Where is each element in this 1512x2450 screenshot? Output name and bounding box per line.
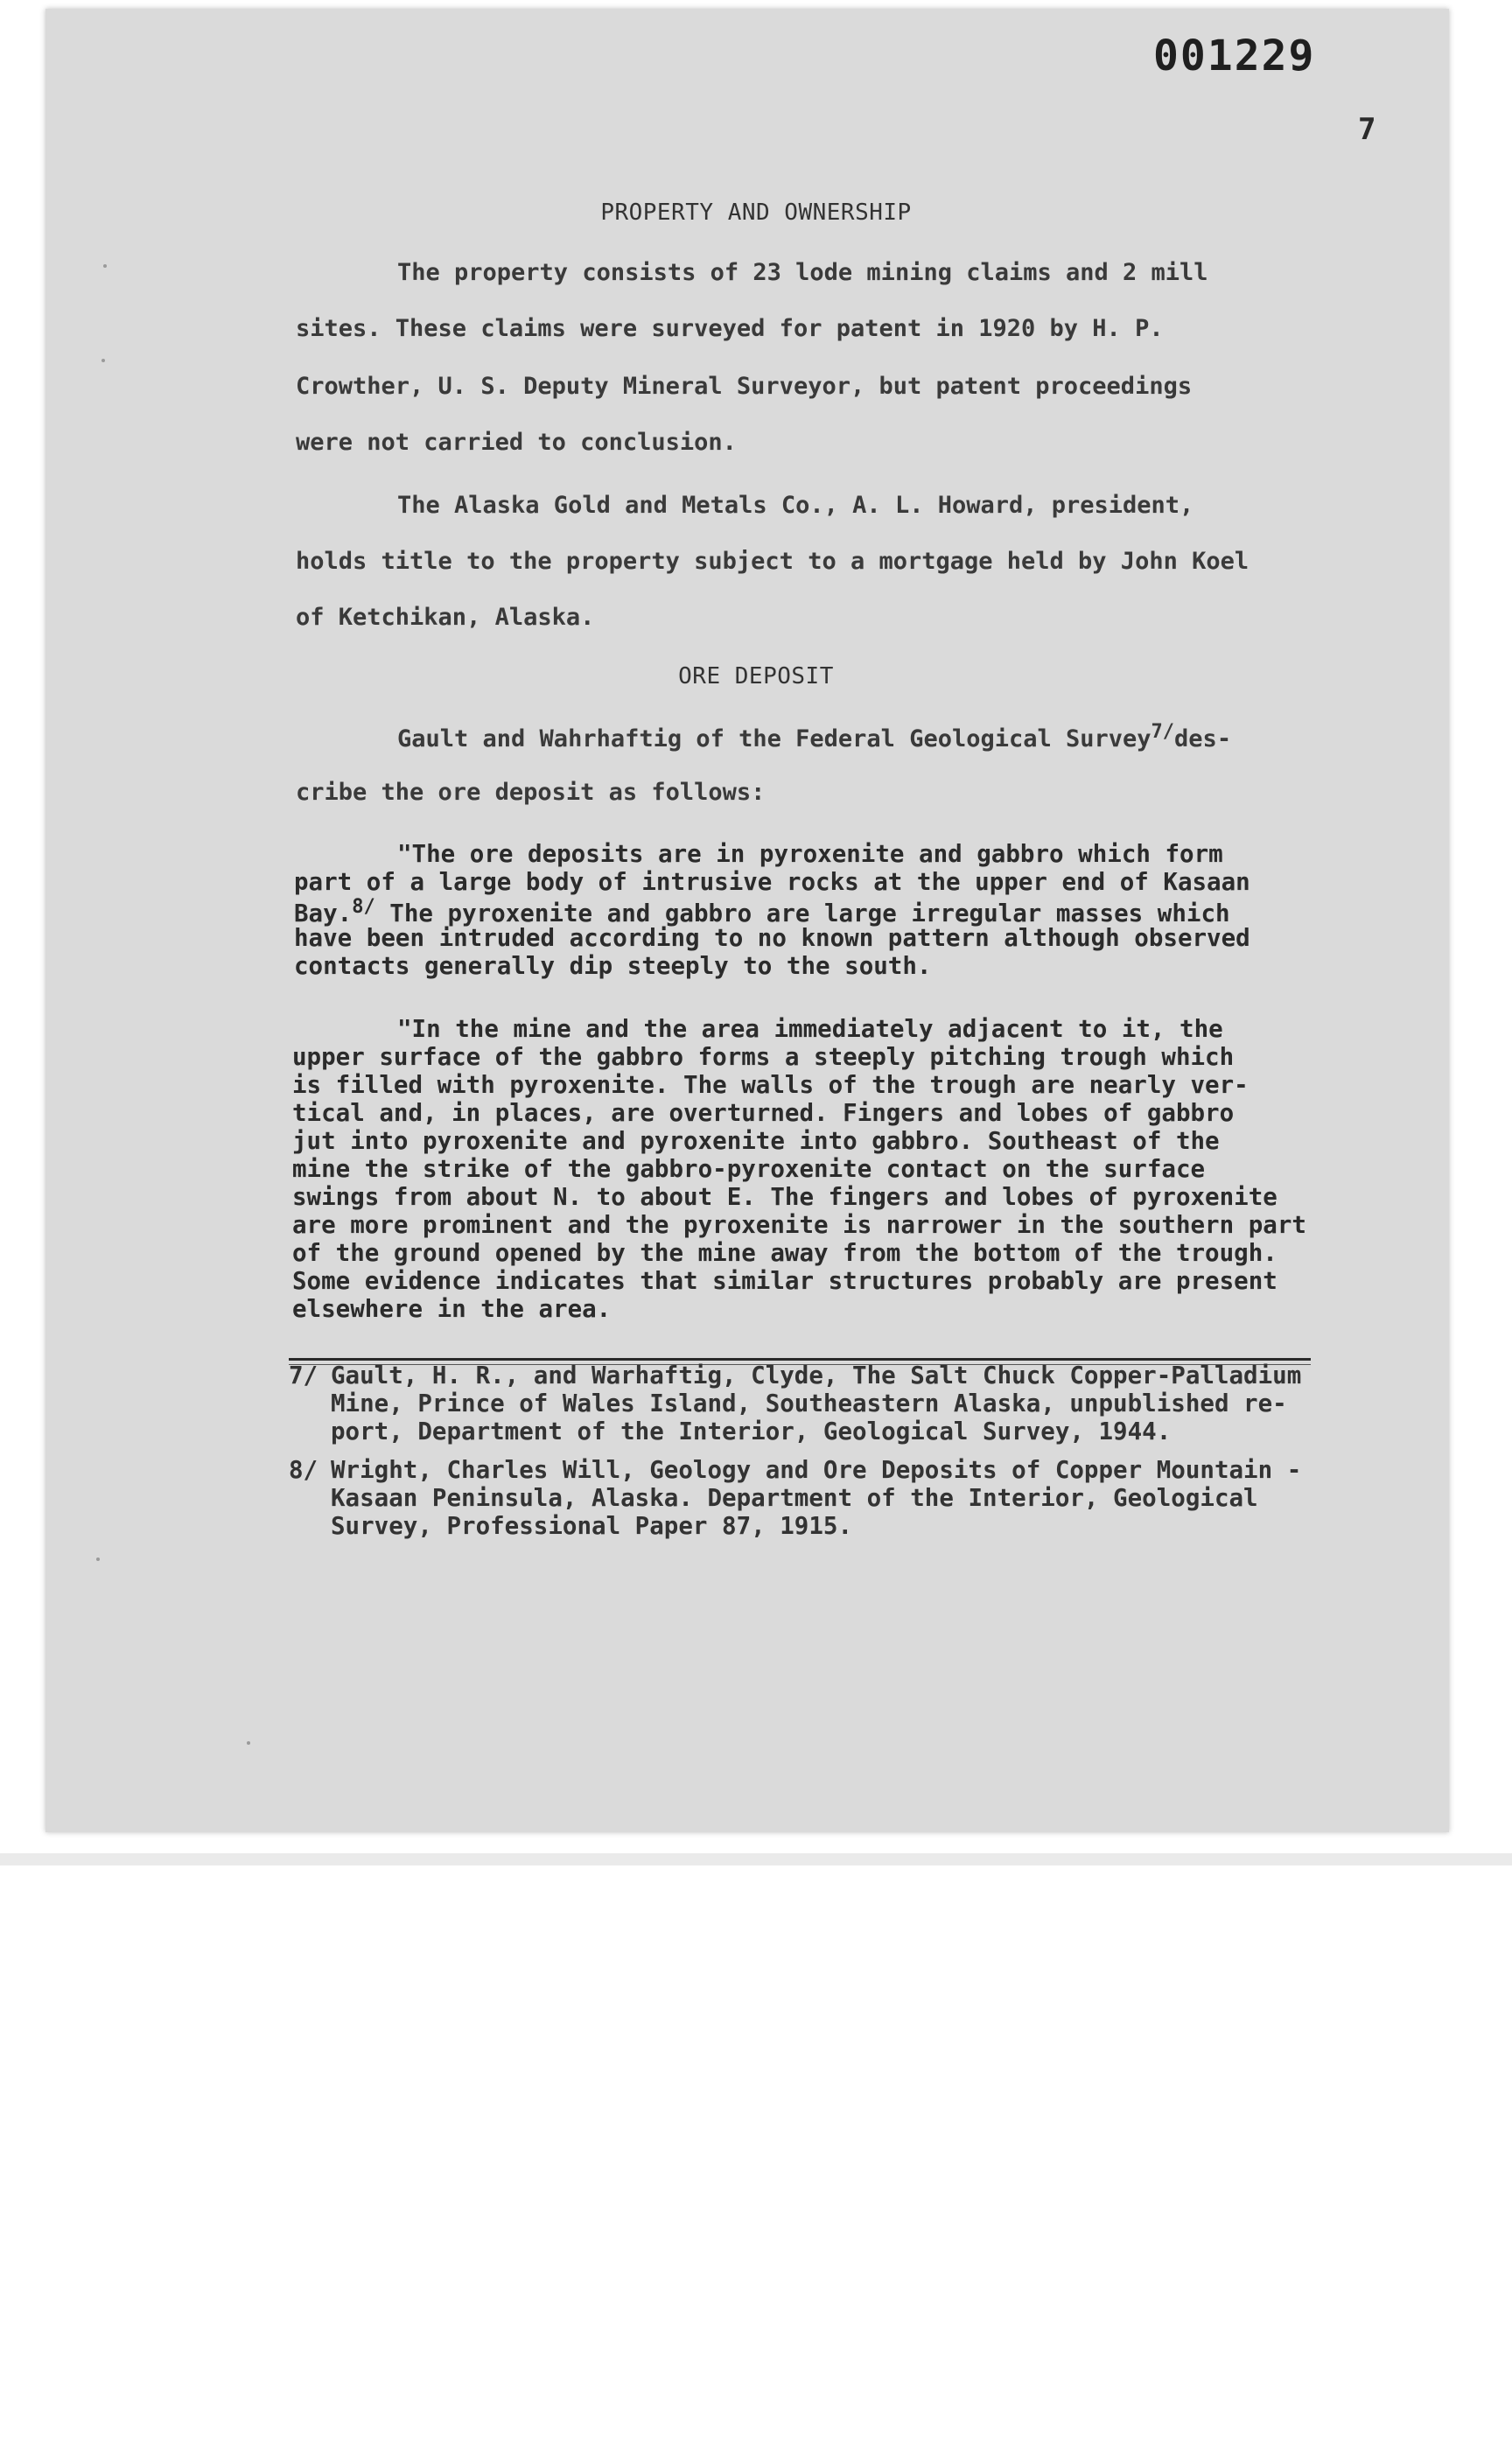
- intro-hyphenated: des-: [1174, 725, 1232, 752]
- quote-line: swings from about N. to about E. The fingers and lobes of pyroxenite: [292, 1183, 1278, 1211]
- paragraph-line: The property consists of 23 lode mining claims and 2 mill: [397, 259, 1208, 286]
- paragraph-line: were not carried to conclusion.: [296, 429, 737, 456]
- quote-line: tical and, in places, are overturned. Fingers and lobes of gabbro: [292, 1099, 1235, 1127]
- quote-line: of the ground opened by the mine away from the bottom of the trough.: [292, 1239, 1278, 1267]
- intro-text: Gault and Wahrhaftig of the Federal Geological Survey: [397, 725, 1152, 752]
- footnote-divider: [289, 1358, 1311, 1361]
- footnote-line: port, Department of the Interior, Geological Survey, 1944.: [331, 1418, 1172, 1446]
- footnote-line: Gault, H. R., and Warhaftig, Clyde, The Salt Chuck Copper-Palladium: [331, 1362, 1302, 1390]
- section-heading-property: PROPERTY AND OWNERSHIP: [600, 200, 912, 226]
- quote-line: "In the mine and the area immediately adjacent to it, the: [397, 1015, 1223, 1043]
- section-heading-ore-deposit: ORE DEPOSIT: [678, 663, 834, 690]
- footnote-marker: 8/: [289, 1456, 318, 1484]
- paragraph-line: [397, 721, 1231, 752]
- footnote-ref-7: 7/: [1151, 721, 1175, 743]
- underlying-page-edge: [0, 1853, 1512, 1866]
- paragraph-line: Crowther, U. S. Deputy Mineral Surveyor, but patent proceedings: [296, 373, 1193, 400]
- quote-line: Bay.$^{8/}$ The pyroxenite and gabbro are large irregular masses which: [294, 896, 1230, 928]
- quote-line: have been intruded according to no known pattern although observed: [294, 924, 1250, 952]
- paragraph-line: holds title to the property subject to a mortgage held by John Koel: [296, 548, 1250, 575]
- footnote-ref-8: 8/: [352, 896, 375, 918]
- paragraph-line: of Ketchikan, Alaska.: [296, 604, 595, 631]
- quote-line: contacts generally dip steeply to the south.: [294, 952, 932, 980]
- paragraph-line: cribe the ore deposit as follows:: [296, 779, 766, 806]
- paragraph-line: sites. These claims were surveyed for patent in 1920 by H. P.: [296, 315, 1164, 342]
- footnote-line: Survey, Professional Paper 87, 1915.: [331, 1512, 853, 1540]
- footnote-line: Wright, Charles Will, Geology and Ore Deposits of Copper Mountain -: [331, 1456, 1302, 1484]
- quote-line: elsewhere in the area.: [292, 1295, 612, 1323]
- quote-line: jut into pyroxenite and pyroxenite into gabbro. Southeast of the: [292, 1127, 1220, 1155]
- footnote-line: Kasaan Peninsula, Alaska. Department of the Interior, Geological: [331, 1484, 1258, 1512]
- footnote-line: Mine, Prince of Wales Island, Southeastern Alaska, unpublished re-: [331, 1390, 1287, 1418]
- quote-line: mine the strike of the gabbro-pyroxenite contact on the surface: [292, 1155, 1206, 1183]
- footnote-marker: 7/: [289, 1362, 318, 1390]
- quote-line: is filled with pyroxenite. The walls of the trough are nearly ver-: [292, 1071, 1249, 1099]
- quote-line: Some evidence indicates that similar structures probably are present: [292, 1267, 1278, 1295]
- document-stamp-number: 001229: [1153, 32, 1316, 80]
- paragraph-line: The Alaska Gold and Metals Co., A. L. Howard, president,: [397, 492, 1194, 519]
- quote-line: part of a large body of intrusive rocks at the upper end of Kasaan: [294, 868, 1250, 896]
- page-number: 7: [1358, 112, 1376, 147]
- quote-line: are more prominent and the pyroxenite is narrower in the southern part: [292, 1211, 1306, 1239]
- quote-line: upper surface of the gabbro forms a steeply pitching trough which: [292, 1043, 1235, 1071]
- quote-line: "The ore deposits are in pyroxenite and gabbro which form: [397, 840, 1223, 868]
